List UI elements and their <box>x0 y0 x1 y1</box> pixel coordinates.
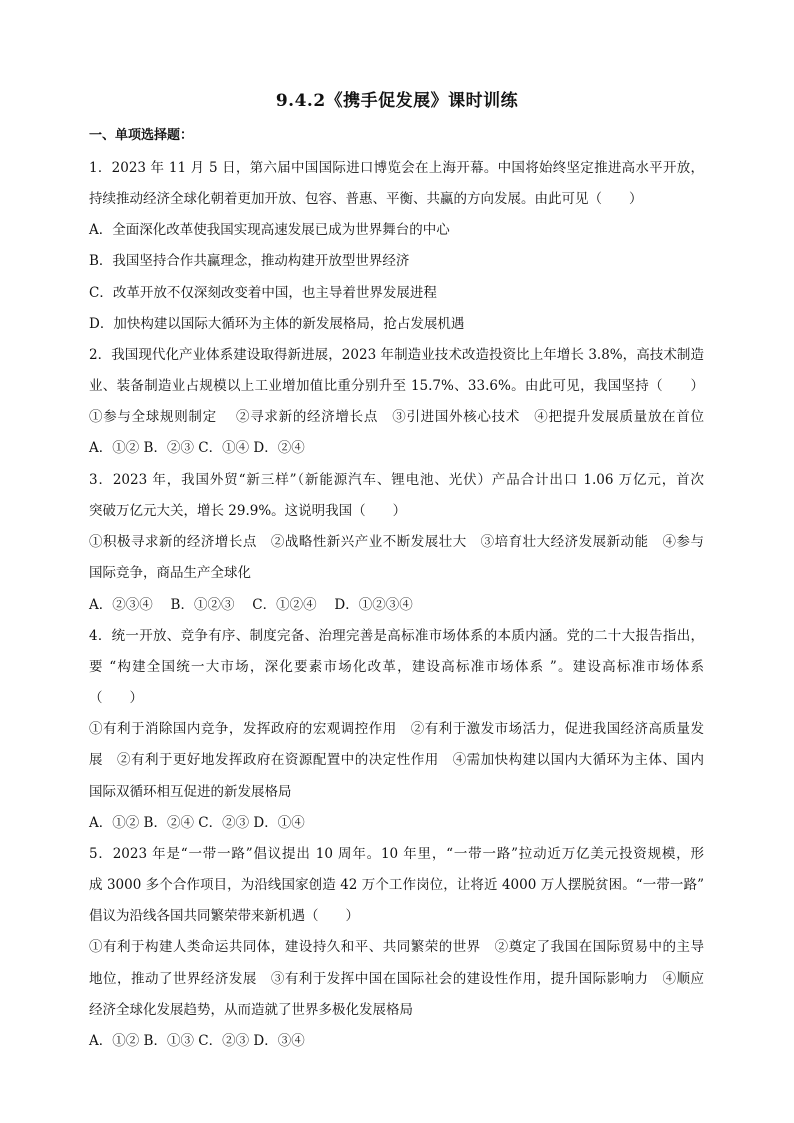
question-3-line-2: 突破万亿元大关，增长 29.9%。这说明我国（ ） <box>89 503 407 519</box>
question-3-statements-1: ①积极寻求新的经济增长点 ②战略性新兴产业不断发展壮大 ③培育壮大经济发展新动能 ④参与 <box>89 534 704 550</box>
question-1-line-1: 1．2023 年 11 月 5 日，第六届中国国际进口博览会在上海开幕。中国将始终坚定推进高水平开放， <box>89 160 704 176</box>
question-2-line-1: 2．我国现代化产业体系建设取得新进展，2023 年制造业技术改造投资比上年增长 3.8%，高技术制造 <box>89 347 704 363</box>
question-5-options: A．①② B．①③ C．②③ D．③④ <box>89 1033 305 1049</box>
question-4-statements-3: 国际双循环相互促进的新发展格局 <box>89 784 292 800</box>
question-4-statements-2: 展 ②有利于更好地发挥政府在资源配置中的决定性作用 ④需加快构建以国内大循环为主体、国内 <box>89 752 704 768</box>
question-2-line-2: 业、装备制造业占规模以上工业增加值比重分别升至 15.7%、33.6%。由此可见，我国坚持（ ） <box>89 378 704 394</box>
question-1-line-2: 持续推动经济全球化朝着更加开放、包容、普惠、平衡、共赢的方向发展。由此可见（ ） <box>89 191 643 207</box>
question-1-option-b: B．我国坚持合作共赢理念，推动构建开放型世界经济 <box>89 253 410 269</box>
question-1-option-d: D．加快构建以国际大循环为主体的新发展格局，抢占发展机遇 <box>89 316 465 332</box>
question-4-line-2: 要 “构建全国统一大市场，深化要素市场化改革，建设高标准市场体系 ”。建设高标准市场体系 <box>89 659 704 675</box>
question-4-options: A．①② B．②④ C．②③ D．①④ <box>89 815 305 831</box>
question-5-statements-2: 地位，推动了世界经济发展 ③有利于发挥中国在国际社会的建设性作用，提升国际影响力 ④顺应 <box>89 971 704 987</box>
question-3-line-1: 3．2023 年，我国外贸“新三样”（新能源汽车、锂电池、光伏）产品合计出口 1.06 万亿元，首次 <box>89 472 704 488</box>
question-1-option-c: C．改革开放不仅深刻改变着中国，也主导着世界发展进程 <box>89 285 437 301</box>
question-1-option-a: A．全面深化改革使我国实现高速发展已成为世界舞台的中心 <box>89 222 450 238</box>
question-4-line-3: （ ） <box>89 690 143 706</box>
question-5-line-1: 5．2023 年是“一带一路”倡议提出 10 周年。10 年里，“一带一路”拉动近万亿美元投资规模，形 <box>89 846 704 862</box>
question-5-statements-3: 经济全球化发展趋势，从而造就了世界多极化发展格局 <box>89 1002 413 1018</box>
question-5-line-3: 倡议为沿线各国共同繁荣带来新机遇（ ） <box>89 908 359 924</box>
question-5-statements-1: ①有利于构建人类命运共同体，建设持久和平、共同繁荣的世界 ②奠定了我国在国际贸易中的主导 <box>89 939 704 955</box>
question-4-statements-1: ①有利于消除国内竞争，发挥政府的宏观调控作用 ②有利于激发市场活力，促进我国经济高质量发 <box>89 721 704 737</box>
section-heading: 一、单项选择题： <box>89 128 194 143</box>
question-2-statements: ①参与全球规则制定 ②寻求新的经济增长点 ③引进国外核心技术 ④把提升发展质量放在首位 <box>89 409 704 425</box>
question-4-line-1: 4．统一开放、竞争有序、制度完备、治理完善是高标准市场体系的本质内涵。党的二十大报告指出， <box>89 628 704 644</box>
question-3-options: A．②③④ B．①②③ C．①②④ D．①②③④ <box>89 597 413 613</box>
question-3-statements-2: 国际竞争，商品生产全球化 <box>89 565 251 581</box>
question-2-options: A．①② B．②③ C．①④ D．②④ <box>89 440 305 456</box>
document-title: 9.4.2《携手促发展》课时训练 <box>275 91 519 111</box>
question-5-line-2: 成 3000 多个合作项目，为沿线国家创造 42 万个工作岗位，让将近 4000 万人摆脱贫困。“一带一路” <box>89 877 704 893</box>
